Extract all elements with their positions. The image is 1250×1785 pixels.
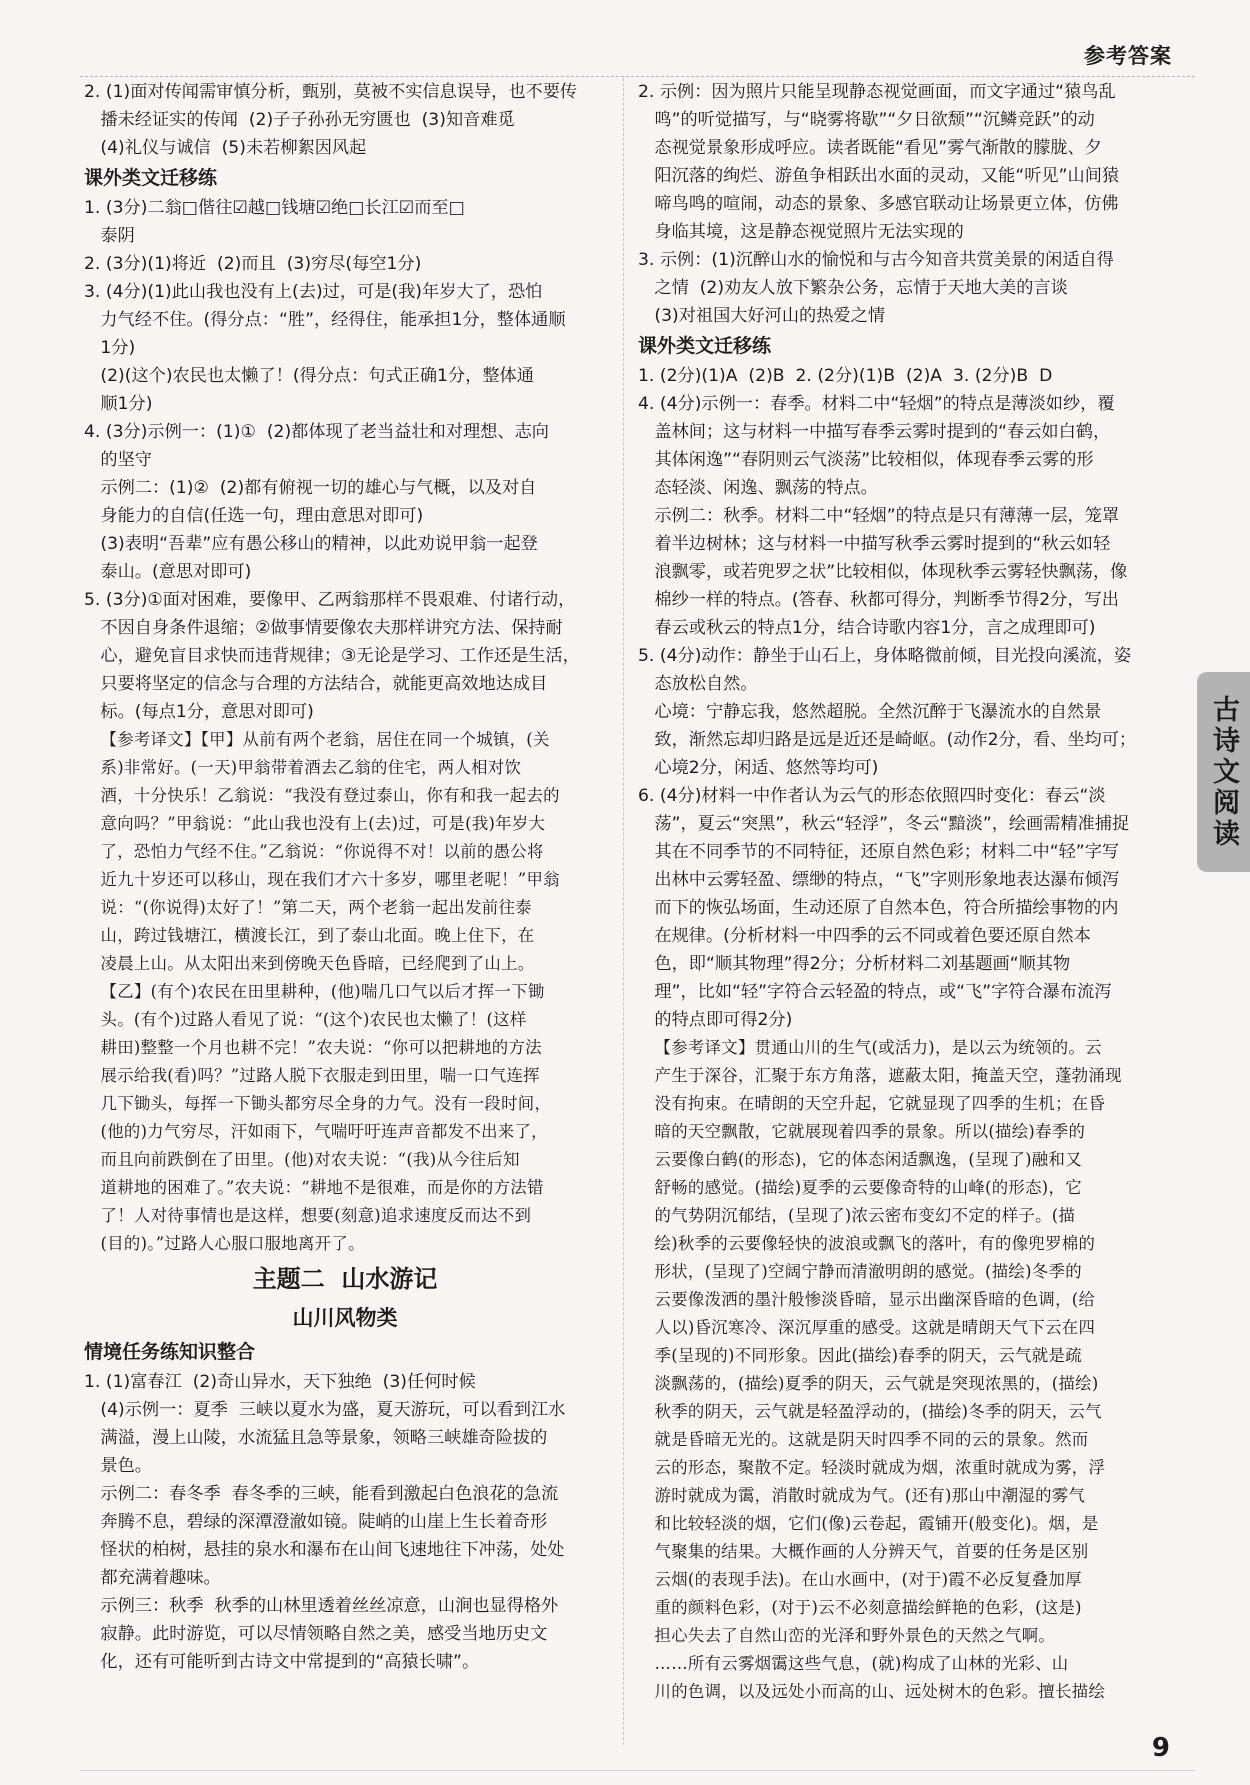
text-line: 盖林间；这与材料一中描写春季云雾时提到的“春云如白鹤， (638, 422, 1111, 442)
text-line: (3)表明“吾辈”应有愚公移山的精神，以此劝说甲翁一起登 (84, 534, 538, 554)
text-line: 2. 示例：因为照片只能呈现静态视觉画面，而文字通过“猿鸟乱 (638, 82, 1116, 102)
text-line: 云要像白鹤(的形态)，它的体态闲适飘逸，(呈现了)融和又 (638, 1150, 1082, 1169)
text-line: 系)非常好。(一天)甲翁带着酒去乙翁的住宅，两人相对饮 (84, 758, 522, 777)
text-line: 4. (3分)示例一：(1)① (2)都体现了老当益壮和对理想、志向 (84, 422, 549, 442)
text-line: 几下锄头，每挥一下锄头都穷尽全身的力气。没有一段时间， (84, 1094, 552, 1113)
text-line: 2. (3分)(1)将近 (2)而且 (3)穷尽(每空1分) (84, 254, 422, 274)
text-line: 而且向前跌倒在了田里。(他)对农夫说：“(我)从今往后知 (84, 1150, 520, 1169)
text-line: 了，恐怕力气经不住。”乙翁说：“你说得不对！以前的愚公将 (84, 842, 544, 861)
text-line: 1. (2分)(1)A (2)B 2. (2分)(1)B (2)A 3. (2分)B D (638, 366, 1053, 386)
text-line: 奔腾不息，碧绿的深潭澄澈如镜。陡峭的山崖上生长着奇形 (84, 1512, 548, 1532)
footer-divider (80, 1770, 1195, 1771)
text-line: 意向吗？”甲翁说：“此山我也没有上(去)过，可是(我)年岁大 (84, 814, 546, 833)
text-line: 景色。 (84, 1456, 152, 1476)
text-line: 化，还有可能听到古诗文中常提到的“高猿长啸”。 (84, 1652, 480, 1672)
text-line: 气聚集的结果。大概作画的人分辨天气，首要的任务是区别 (638, 1542, 1089, 1561)
page-number: 9 (1151, 1733, 1170, 1763)
topic-title: 山川风物类 (292, 1306, 398, 1330)
text-line: (4)礼仪与诚信 (5)未若柳絮因风起 (84, 138, 367, 158)
text-line: 泰山。(意思对即可) (84, 562, 252, 582)
text-line: 说：“(你说得)太好了！”第二天，两个老翁一起出发前往泰 (84, 898, 532, 917)
text-line: 游时就成为霭，消散时就成为气。(还有)那山中潮湿的雾气 (638, 1486, 1086, 1505)
text-line: 耕田)整整一个月也耕不完！”农夫说：“你可以把耕地的方法 (84, 1038, 542, 1057)
text-line: 其在不同季节的不同特征，还原自然色彩；材料二中“轻”字写 (638, 842, 1120, 862)
header-title: 参考答案 (1084, 44, 1172, 68)
text-line: 1. (3分)二翁□偕往☑越□钱塘☑绝□长江☑而至□ (84, 198, 465, 218)
text-line: ……所有云雾烟霭这些气息，(就)构成了山林的光彩、山 (638, 1654, 1069, 1673)
text-line: 的气势阴沉郁结，(呈现了)浓云密布变幻不定的样子。(描 (638, 1206, 1076, 1225)
text-line: 3. (4分)(1)此山我也没有上(去)过，可是(我)年岁大了，恐怕 (84, 282, 543, 302)
text-line: 的坚守 (84, 450, 152, 470)
text-line: 没有拘束。在晴朗的天空升起，它就显现了四季的生机；在昏 (638, 1094, 1106, 1113)
text-line: 山，跨过钱塘江，横渡长江，到了泰山北面。晚上住下，在 (84, 926, 535, 945)
text-line: 着半边树林；这与材料一中描写秋季云雾时提到的“秋云如轻 (638, 534, 1111, 554)
text-line: 心，避免盲目求快而违背规律；③无论是学习、工作还是生活， (84, 646, 580, 666)
text-line: 鸣”的听觉描写，与“晓雾将歇”“夕日欲颓”“沉鳞竞跃”的动 (638, 110, 1095, 130)
text-line: (目的)。”过路人心服口服地离开了。 (84, 1234, 365, 1253)
text-line: 怪状的柏树，悬挂的泉水和瀑布在山间飞速地往下冲荡，处处 (84, 1540, 565, 1560)
text-line: 身能力的自信(任选一句，理由意思对即可) (84, 506, 424, 526)
text-line: 1分) (84, 338, 136, 358)
text-line: 理”，比如“轻”字符合云轻盈的特点，或“飞”字符合瀑布流泻 (638, 982, 1112, 1002)
text-line: 舒畅的感觉。(描绘)夏季的云要像奇特的山峰(的形态)，它 (638, 1178, 1082, 1197)
text-line: 而下的恢弘场面，生动还原了自然本色，符合所描绘事物的内 (638, 898, 1119, 918)
text-line: 荡”，夏云“突黑”，秋云“轻浮”，冬云“黯淡”，绘画需精准捕捉 (638, 814, 1130, 834)
text-line: 暗的天空飘散，它就展现着四季的景象。所以(描绘)春季的 (638, 1122, 1086, 1141)
text-line: 云的形态，聚散不定。轻淡时就成为烟，浓重时就成为雾，浮 (638, 1458, 1106, 1477)
text-line: 展示给我(看)吗？”过路人脱下衣服走到田里，喘一口气连挥 (84, 1066, 540, 1085)
text-line: 形状，(呈现了)空阔宁静而清澈明朗的感觉。(描绘)冬季的 (638, 1262, 1082, 1281)
text-line: 1. (1)富春江 (2)奇山异水，天下独绝 (3)任何时候 (84, 1372, 476, 1392)
text-line: 2. (1)面对传闻需审慎分析，甄别，莫被不实信息误导，也不要传 (84, 82, 578, 102)
section-heading: 课外类文迁移练 (84, 167, 218, 189)
header-divider (80, 76, 1195, 77)
text-line: 和比较轻淡的烟，它们(像)云卷起，霞铺开(般变化)。烟，是 (638, 1514, 1099, 1533)
text-line: 云烟(的表现手法)。在山水画中，(对于)霞不必反复叠加厚 (638, 1570, 1082, 1589)
text-line: 示例二：秋季。材料二中“轻烟”的特点是只有薄薄一层，笼罩 (638, 506, 1120, 526)
text-line: 凌晨上山。从太阳出来到傍晚天色昏暗，已经爬到了山上。 (84, 954, 535, 973)
text-line: 了！人对待事情也是这样，想要(刻意)追求速度反而达不到 (84, 1206, 532, 1225)
text-line: 不因自身条件退缩；②做事情要像农夫那样讲究方法、保持耐 (84, 618, 563, 638)
text-line: 【乙】(有个)农民在田里耕种，(他)喘几口气以后才挥一下锄 (84, 982, 545, 1001)
text-line: 5. (4分)动作：静坐于山石上，身体略微前倾，目光投向溪流，姿 (638, 646, 1132, 666)
text-line: 满溢，漫上山陵，水流猛且急等景象，领略三峡雄奇险拔的 (84, 1428, 548, 1448)
text-line: 色，即“顺其物理”得2分；分析材料二刘基题画“顺其物 (638, 954, 1071, 974)
text-line: (他的)力气穷尽，汗如雨下，气喘吁吁连声音都发不出来了， (84, 1122, 548, 1141)
text-line: 头。(有个)过路人看见了说：“(这个)农民也太懒了！(这样 (84, 1010, 527, 1029)
text-line: 啼鸟鸣的喧闹，动态的景象、多感官联动让场景更立体，仿佛 (638, 194, 1119, 214)
text-line: 之情 (2)劝友人放下繁杂公务，忘情于天地大美的言谈 (638, 278, 1068, 298)
text-line: 的特点即可得2分) (638, 1010, 793, 1030)
text-line: 顺1分) (84, 394, 153, 414)
text-line: 重的颜料色彩，(对于)云不必刻意描绘鲜艳的色彩，(这是) (638, 1598, 1082, 1617)
text-line: 5. (3分)①面对困难，要像甲、乙两翁那样不畏艰难、付诸行动， (84, 590, 576, 610)
text-line: 川的色调，以及远处小而高的山、远处树木的色彩。擅长描绘 (638, 1682, 1106, 1701)
text-line: 绘)秋季的云要像轻快的波浪或飘飞的落叶，有的像兜罗棉的 (638, 1234, 1096, 1253)
text-line: 产生于深谷，汇聚于东方角落，遮蔽太阳，掩盖天空，蓬勃涌现 (638, 1066, 1122, 1085)
text-line: 浪飘零，或若兜罗之状”比较相似，体现秋季云雾轻快飘荡，像 (638, 562, 1128, 582)
text-line: 示例二：春冬季 春冬季的三峡，能看到激起白色浪花的急流 (84, 1484, 559, 1504)
text-line: 身临其境，这是静态视觉照片无法实现的 (638, 222, 964, 242)
text-line: 其体闲逸”“春阴则云气淡荡”比较相似，体现春季云雾的形 (638, 450, 1094, 470)
right-column (638, 78, 1158, 1706)
text-line: 【参考译文】【甲】从前有两个老翁，居住在同一个城镇，(关 (84, 730, 550, 749)
text-line: 态轻淡、闲逸、飘荡的特点。 (638, 478, 878, 498)
text-line: 出林中云雾轻盈、缥缈的特点，“飞”字则形象地表达瀑布倾泻 (638, 870, 1120, 890)
left-column (84, 78, 606, 1676)
text-line: 致，渐然忘却归路是远是近还是崎岖。(动作2分，看、坐均可； (638, 730, 1137, 750)
text-line: 播未经证实的传闻 (2)子子孙孙无穷匮也 (3)知音难觅 (84, 110, 515, 130)
text-line: 棉纱一样的特点。(答春、秋都可得分，判断季节得2分，写出 (638, 590, 1119, 610)
text-line: 就是昏暗无光的。这就是阴天时四季不同的云的景象。然而 (638, 1430, 1089, 1449)
text-line: 态放松自然。 (638, 674, 758, 694)
text-line: 示例二：(1)② (2)都有俯视一切的雄心与气概，以及对自 (84, 478, 537, 498)
text-line: 态视觉景象形成呼应。读者既能“看见”雾气渐散的朦胧、夕 (638, 138, 1102, 158)
text-line: 心境2分，闲适、悠然等均可) (638, 758, 879, 778)
text-line: (3)对祖国大好河山的热爱之情 (638, 306, 885, 326)
section-heading: 情境任务练知识整合 (84, 1341, 256, 1363)
column-divider (623, 78, 624, 1745)
text-line: 只要将坚定的信念与合理的方法结合，就能更高效地达成目 (84, 674, 548, 694)
text-line: 寂静。此时游览，可以尽情领略自然之美，感受当地历史文 (84, 1624, 548, 1644)
text-line: 力气经不住。(得分点：“胜”，经得住，能承担1分，整体通顺 (84, 310, 566, 330)
text-line: 示例三：秋季 秋季的山林里透着丝丝凉意，山涧也显得格外 (84, 1596, 559, 1616)
text-line: 道耕地的困难了。”农夫说：“耕地不是很难，而是你的方法错 (84, 1178, 544, 1197)
text-line: 阳沉落的绚烂、游鱼争相跃出水面的灵动，又能“听见”山间猿 (638, 166, 1120, 186)
text-line: 在规律。(分析材料一中四季的云不同或着色要还原自然本 (638, 926, 1091, 946)
text-line: 近九十岁还可以移山，现在我们才六十多岁，哪里老呢！”甲翁 (84, 870, 560, 889)
text-line: 心境：宁静忘我，悠然超脱。全然沉醉于飞瀑流水的自然景 (638, 702, 1102, 722)
text-line: 【参考译文】贯通山川的生气(或活力)，是以云为统领的。云 (638, 1038, 1102, 1057)
side-tab-label: 古诗文阅读 (1208, 694, 1239, 850)
text-line: (4)示例一：夏季 三峡以夏水为盛，夏天游玩，可以看到江水 (84, 1400, 566, 1420)
topic-title: 主题二 山水游记 (252, 1265, 438, 1293)
text-line: 季(呈现的)不同形象。因此(描绘)春季的阴天，云气就是疏 (638, 1346, 1082, 1365)
text-line: 酒，十分快乐！乙翁说：“我没有登过泰山，你有和我一起去的 (84, 786, 560, 805)
text-line: 秋季的阴天，云气就是轻盈浮动的，(描绘)冬季的阴天，云气 (638, 1402, 1102, 1421)
text-line: 担心失去了自然山峦的光泽和野外景色的天然之气啊。 (638, 1626, 1056, 1645)
text-line: 3. 示例：(1)沉醉山水的愉悦和与古今知音共赏美景的闲适自得 (638, 250, 1114, 270)
text-line: 云要像泼洒的墨汁般惨淡昏暗，显示出幽深昏暗的色调，(给 (638, 1290, 1096, 1309)
text-line: 淡飘荡的，(描绘)夏季的阴天，云气就是突现浓黑的，(描绘) (638, 1374, 1099, 1393)
text-line: 标。(每点1分，意思对即可) (84, 702, 314, 722)
text-line: 6. (4分)材料一中作者认为云气的形态依照四时变化：春云“淡 (638, 786, 1106, 806)
text-line: 4. (4分)示例一：春季。材料二中“轻烟”的特点是薄淡如纱，覆 (638, 394, 1115, 414)
text-line: (2)(这个)农民也太懒了！(得分点：句式正确1分，整体通 (84, 366, 534, 386)
text-line: 人以)昏沉寒冷、深沉厚重的感受。这就是晴朗天气下云在四 (638, 1318, 1096, 1337)
text-line: 泰阴 (84, 226, 135, 246)
side-tab (1197, 672, 1250, 872)
text-line: 春云或秋云的特点1分，结合诗歌内容1分，言之成理即可) (638, 618, 1096, 638)
text-line: 都充满着趣味。 (84, 1568, 221, 1588)
section-heading: 课外类文迁移练 (638, 335, 772, 357)
